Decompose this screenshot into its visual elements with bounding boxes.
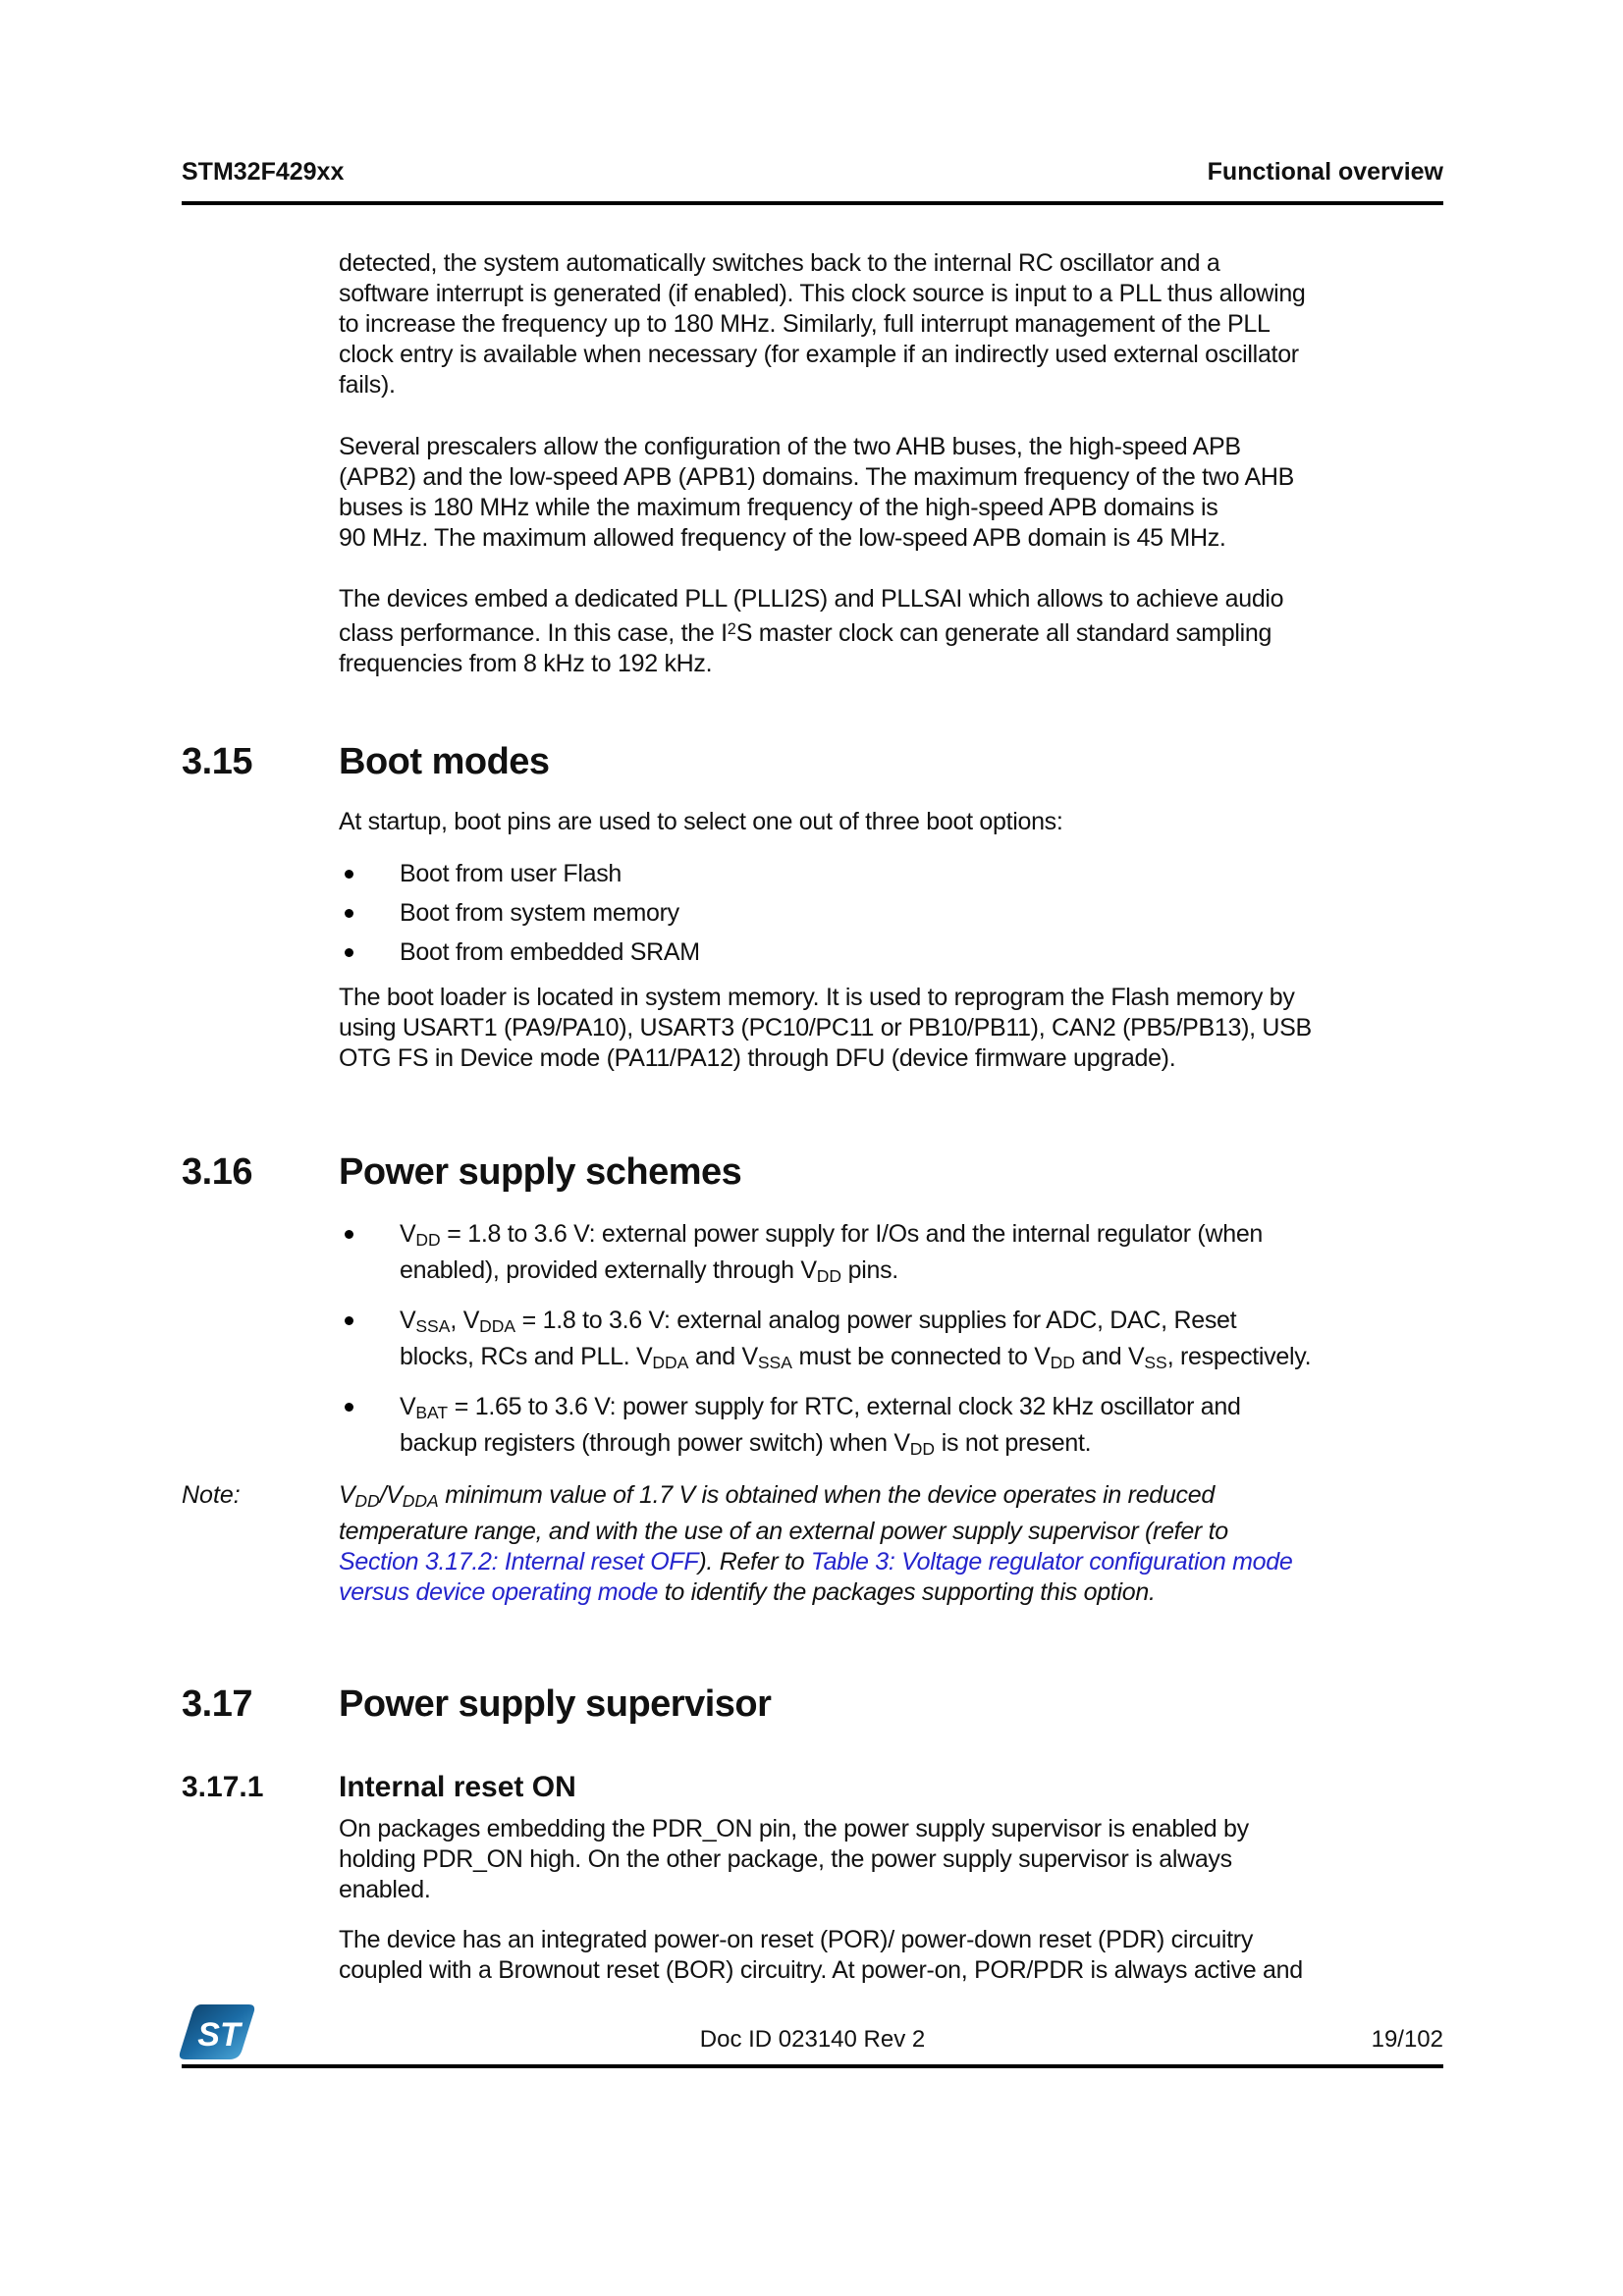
subscript: SSA	[415, 1315, 451, 1336]
subsection-number: 3.17.1	[182, 1770, 264, 1803]
bullet-icon	[345, 948, 353, 957]
footer-page-number: 19/102	[1371, 2026, 1443, 2053]
section-title: Power supply supervisor	[339, 1682, 772, 1725]
subscript: DDA	[402, 1490, 439, 1511]
bullet-icon	[345, 1403, 353, 1412]
internal-reset-paragraph-2: The device has an integrated power-on reset (POR)/ power-down reset (PDR) circuitry coupled with a Brownout reset (BOR) circuitry. At power-on, POR/PDR is always active and	[339, 1925, 1303, 1984]
list-item	[339, 898, 1443, 929]
section-number: 3.15	[182, 740, 252, 782]
subsection-heading-internal-reset-on	[182, 1771, 1443, 1804]
bullet-icon	[345, 1316, 353, 1325]
bullet-icon	[345, 1230, 353, 1239]
list-item-label: $V_{BAT} = 1.65$ to 3.6 V: power supply for RTC, external clock 32 kHz oscillator and backup registers (through power switch) when $V_{DD}$ is not present.	[400, 1392, 1241, 1459]
list-item-label: Boot from user Flash	[400, 859, 622, 887]
section-number: 3.16	[182, 1150, 252, 1193]
subscript: SS	[1144, 1352, 1167, 1372]
intro-paragraph-3: The devices embed a dedicated PLL (PLLI2S) and PLLSAI which allows to achieve audio class performance. In this case, the $I^2S$ master clock can generate all standard sampling frequencies from 8 kHz to 192 kHz.	[339, 585, 1284, 677]
header-device-name: STM32F429xx	[182, 158, 345, 186]
intro-paragraph-2: Several prescalers allow the configuration of the two AHB buses, the high-speed APB (APB2) and the low-speed APB (APB1) domains. The maximum frequency of the two AHB buses is 180 MHz while the maximum frequency of the high-speed APB domains is 90 MHz. The maximum allowed frequency of the low-speed APB domain is 45 MHz.	[339, 433, 1294, 552]
internal-reset-paragraph-1: On packages embedding the PDR_ON pin, the power supply supervisor is enabled by holding PDR_ON high. On the other package, the power supply supervisor is always enabled.	[339, 1814, 1249, 1903]
boot-loader-paragraph: The boot loader is located in system memory. It is used to reprogram the Flash memory by using USART1 (PA9/PA10), USART3 (PC10/PC11 or PB10/PB11), CAN2 (PB5/PB13), USB OTG FS in Device mode (PA11/PA12) through DFU (device firmware upgrade).	[339, 983, 1312, 1072]
header-rule	[182, 201, 1443, 205]
subscript: DD	[1050, 1352, 1075, 1372]
note-body: $V_{DD}/V_{DDA}$ minimum value of 1.7 V is obtained when the device operates in reduced temperature range, and with the use of an external power supply supervisor (refer to Section 3.17.2: Internal reset OFF). Refer to Table 3: Voltage regulator configuration mode versus device operating mode to identify the packages supporting this option.	[339, 1480, 1293, 1606]
header-chapter-title: Functional overview	[1207, 158, 1443, 186]
list-item-label: Boot from system memory	[400, 898, 679, 927]
section-heading-boot-modes	[182, 740, 1443, 783]
list-item	[339, 937, 1443, 968]
footer-rule	[182, 2064, 1443, 2068]
boot-options-list	[182, 859, 1443, 968]
note-block	[182, 1480, 1443, 1608]
section-number: 3.17	[182, 1682, 252, 1725]
section-title: Power supply schemes	[339, 1150, 742, 1193]
list-item	[339, 1392, 1443, 1465]
page-header	[182, 0, 1443, 186]
section-heading-power-supply-supervisor	[182, 1682, 1443, 1726]
superscript: 2	[727, 620, 736, 638]
power-supply-list	[182, 1219, 1443, 1465]
subscript: DDA	[652, 1352, 689, 1372]
section-title: Boot modes	[339, 740, 550, 782]
list-item	[339, 859, 1443, 889]
list-item-label: Boot from embedded SRAM	[400, 937, 700, 966]
list-item	[339, 1219, 1443, 1292]
subscript: DDA	[479, 1315, 516, 1336]
intro-paragraph-1: detected, the system automatically switches back to the internal RC oscillator and a software interrupt is generated (if enabled). This clock source is input to a PLL thus allowing to increase the frequency up to 180 MHz. Similarly, full interrupt management of the PLL clock entry is available when necessary (for example if an indirectly used external oscillator fails).	[339, 249, 1306, 399]
list-item-label: $V_{DD} = 1.8$ to 3.6 V: external power supply for I/Os and the internal regulator (when enabled), provided externally through $V_{DD}$ pins.	[400, 1219, 1264, 1286]
subscript: DD	[354, 1490, 380, 1511]
note-label: Note:	[182, 1480, 241, 1509]
subscript: DD	[909, 1438, 936, 1459]
section-heading-power-supply-schemes	[182, 1150, 1443, 1194]
subscript: BAT	[415, 1402, 449, 1422]
boot-intro-paragraph: At startup, boot pins are used to select one out of three boot options:	[339, 807, 1063, 835]
bullet-icon	[345, 870, 353, 879]
cross-reference-link[interactable]: Section 3.17.2: Internal reset OFF	[339, 1547, 699, 1575]
cross-reference-link[interactable]: Table 3: Voltage regulator configuration mode versus device operating mode	[339, 1547, 1293, 1606]
list-item-label: $V_{SSA}$, $V_{DDA} = 1.8$ to 3.6 V: external analog power supplies for ADC, DAC, Reset blocks, RCs and PLL. $V_{DDA}$ and $V_{SSA}$ must be connected to $V_{DD}$ and $V_{SS}$, respectively.	[400, 1306, 1312, 1372]
subscript: SSA	[757, 1352, 792, 1372]
bullet-icon	[345, 909, 353, 918]
subscript: DD	[816, 1265, 841, 1286]
subsection-title: Internal reset ON	[339, 1770, 576, 1803]
st-logo-letters: ST	[197, 2016, 241, 2054]
subscript: DD	[415, 1229, 441, 1250]
list-item	[339, 1306, 1443, 1378]
footer-doc-id: Doc ID 023140 Rev 2	[699, 2026, 926, 2053]
